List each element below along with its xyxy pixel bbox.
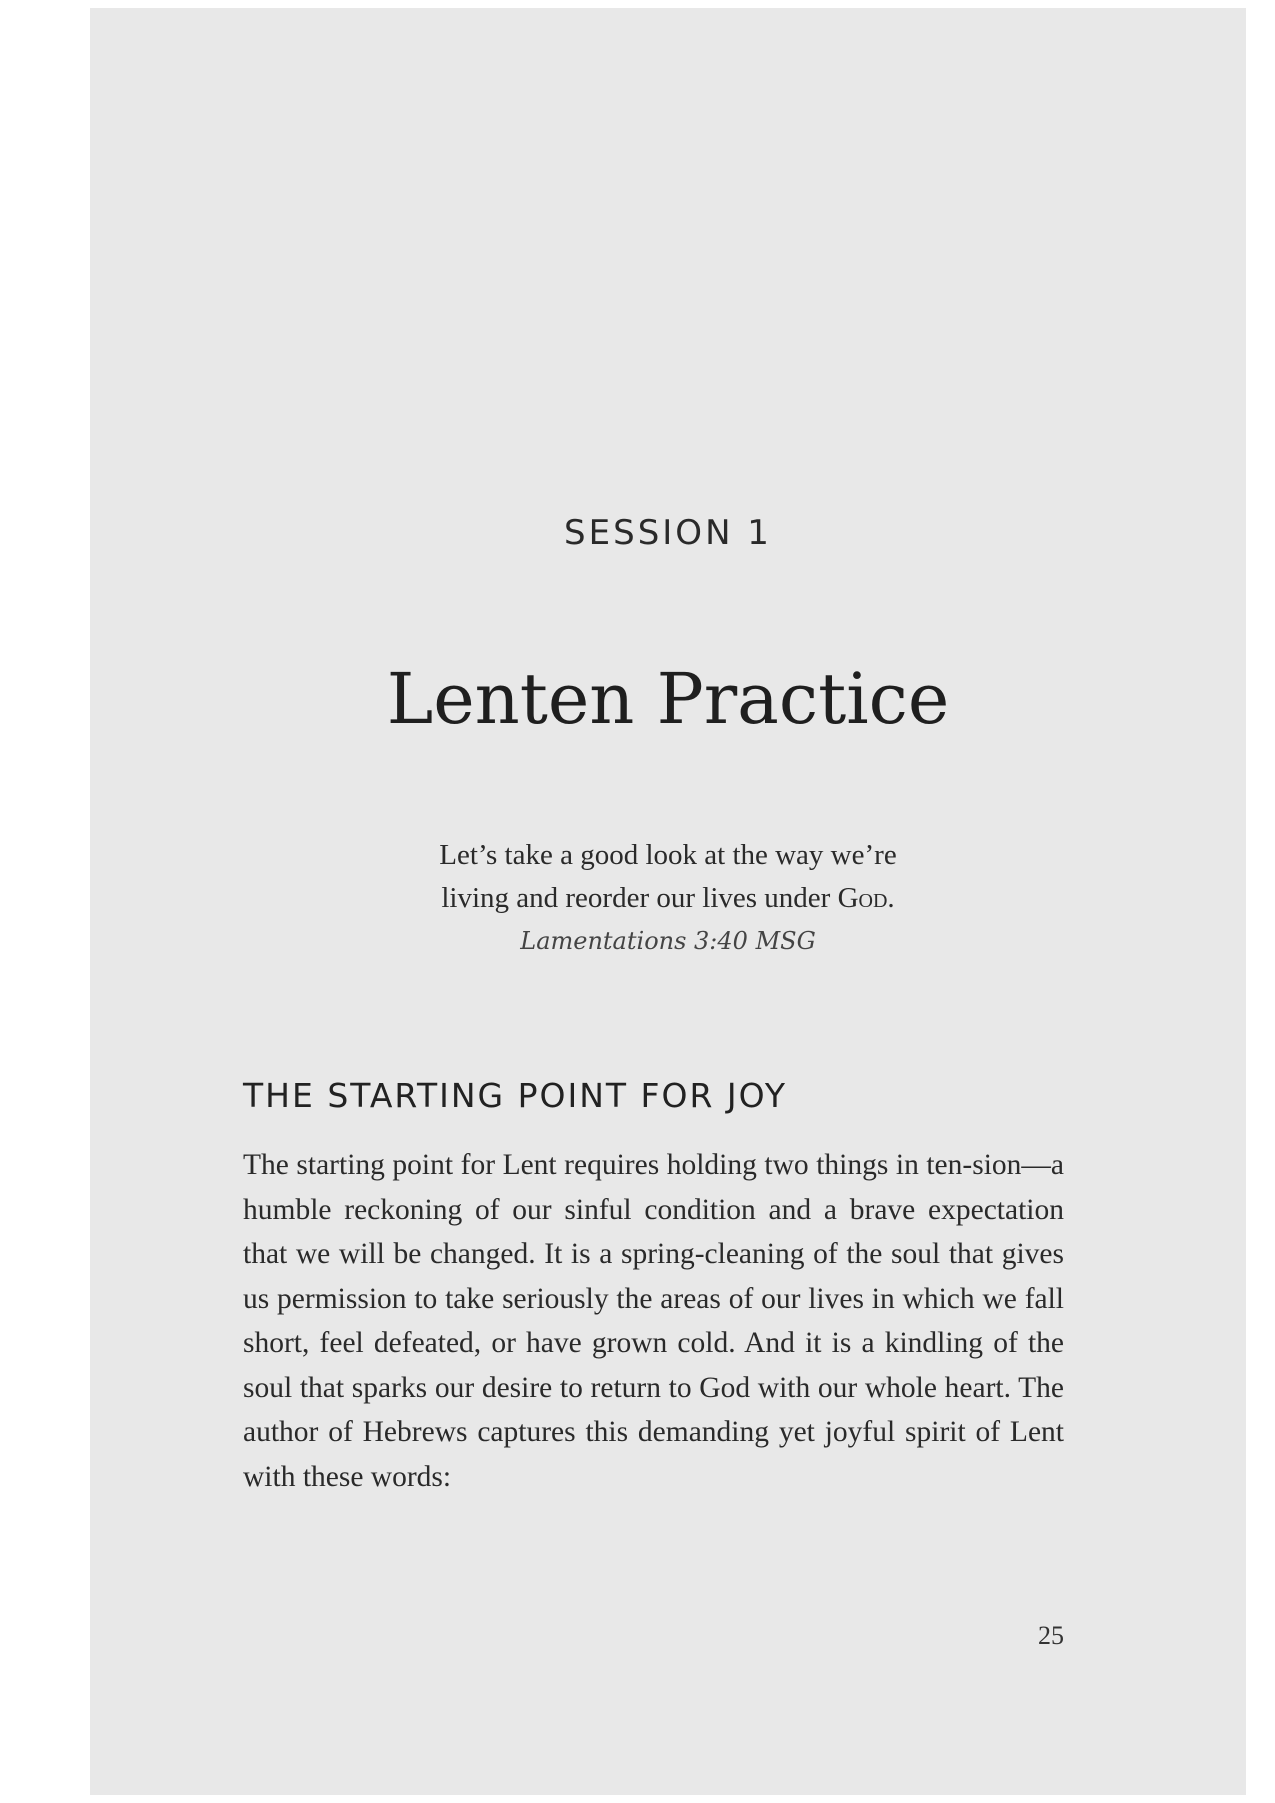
- epigraph-line-2-text: living and reorder our lives under: [441, 882, 838, 914]
- page-number: 25: [1038, 1621, 1064, 1650]
- section-heading: THE STARTING POINT FOR JOY: [243, 1076, 787, 1115]
- epigraph-line-2: [90, 877, 1246, 920]
- book-page: [90, 8, 1246, 1795]
- epigraph-small-caps-word: God: [837, 882, 888, 914]
- chapter-title: Lenten Practice: [386, 658, 950, 740]
- epigraph-line-2-end: .: [887, 882, 895, 914]
- epigraph-citation: Lamentations 3:40 MSG: [520, 927, 816, 955]
- epigraph-line-1: Let’s take a good look at the way we’re: [439, 839, 897, 871]
- epigraph: [90, 834, 1246, 963]
- body-paragraph: The starting point for Lent requires holding two things in ten-sion—a humble reckoning of our sinful condition and a brave expectation that we will be changed. It is a spring-cleaning of the soul that gives us permission to take seriously the areas of our lives in which we fall short, feel defeated, or have grown cold. And it is a kindling of the soul that sparks our desire to return to God with our whole heart. The author of Hebrews captures this demanding yet joyful spirit of Lent with these words:: [243, 1149, 1064, 1493]
- session-label: SESSION 1: [564, 513, 772, 553]
